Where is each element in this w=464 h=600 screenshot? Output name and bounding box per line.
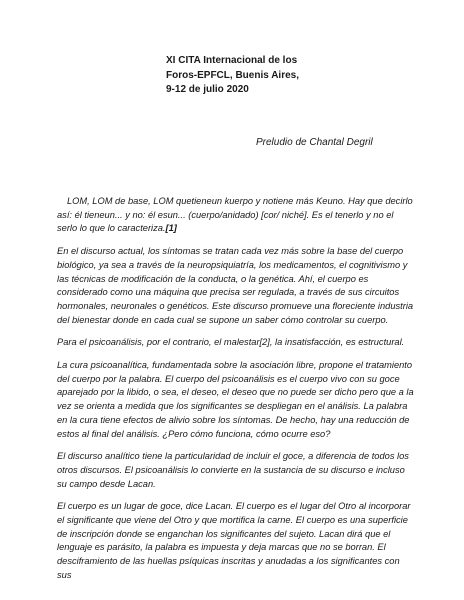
header-line-1: XI CITA Internacional de los <box>166 55 298 66</box>
footnote-ref-1[interactable]: [1] <box>165 223 177 234</box>
paragraph-2: En el discurso actual, los síntomas se tratan cada vez más sobre la base del cuerpo biológico, ya sea a través de la neuropsiquiatría, los medicamentos, el cognitivismo y las técnicas de modificación de la conducta, o la genética. Ahí, el cuerpo es considerado como una máquina que precisa ser regulada, a través de sus circuitos hormonales, neuronales o genéticos. Este discurso promueve una floreciente industria del bienestar donde en cada cual se supone un saber cómo controlar su cuerpo. <box>57 246 414 325</box>
header-line-2: Foros-EPFCL, Buenis Aires, <box>166 69 299 81</box>
header-line-3: 9-12 de julio 2020 <box>166 84 249 95</box>
paragraph-5: El discurso analítico tiene la particularidad de incluir el goce, a diferencia de todos los otros discursos. El psicoanálisis lo convierte en la sustancia de su discurso e incluso su campo desde Lacan. <box>57 451 409 489</box>
paragraph-1-text: LOM, LOM de base, LOM quetieneun kuerpo y notiene más Keuno. Hay que decirlo así: él tieneun... y no: él esun... (cuerpo/anidado) [cor/ niché]. Es el tenerlo y no el serlo lo que lo caracteriza. <box>57 196 413 234</box>
paragraph-1 <box>57 195 414 236</box>
paragraph-3: Para el psicoanálisis, por el contrario, el malestar[2], la insatisfacción, es estructural. <box>57 337 405 348</box>
prelude-author: Preludio de Chantal Degril <box>256 137 373 148</box>
paragraph-6: El cuerpo es un lugar de goce, dice Lacan. El cuerpo es el lugar del Otro al incorporar el significante que viene del Otro y que mortifica la carne. El cuerpo es una superficie de inscripción donde se enganchan los significantes del sujeto. Lacan dirá que el lenguaje es parásito, la palabra es impuesta y deja marcas que no se borran. El desciframiento de las huellas psíquicas inscritas y anudadas a los significantes con sus <box>57 501 411 580</box>
document-body <box>57 195 414 592</box>
paragraph-4: La cura psicoanalítica, fundamentada sobre la asociación libre, propone el tratamiento del cuerpo por la palabra. El cuerpo del psicoanálisis es el cuerpo vivo con su goce aparejado por la libido, o sea, el deseo, el deseo que no puede ser dicho pero que a la vez se orienta a medida que los significantes se despliegan en el análisis. La palabra en la cura tiene efectos de alivio sobre los síntomas. De hecho, hay una reducción de estos al final del análisis. ¿Pero cómo funciona, cómo ocurre eso? <box>57 360 414 439</box>
event-header <box>166 54 299 98</box>
